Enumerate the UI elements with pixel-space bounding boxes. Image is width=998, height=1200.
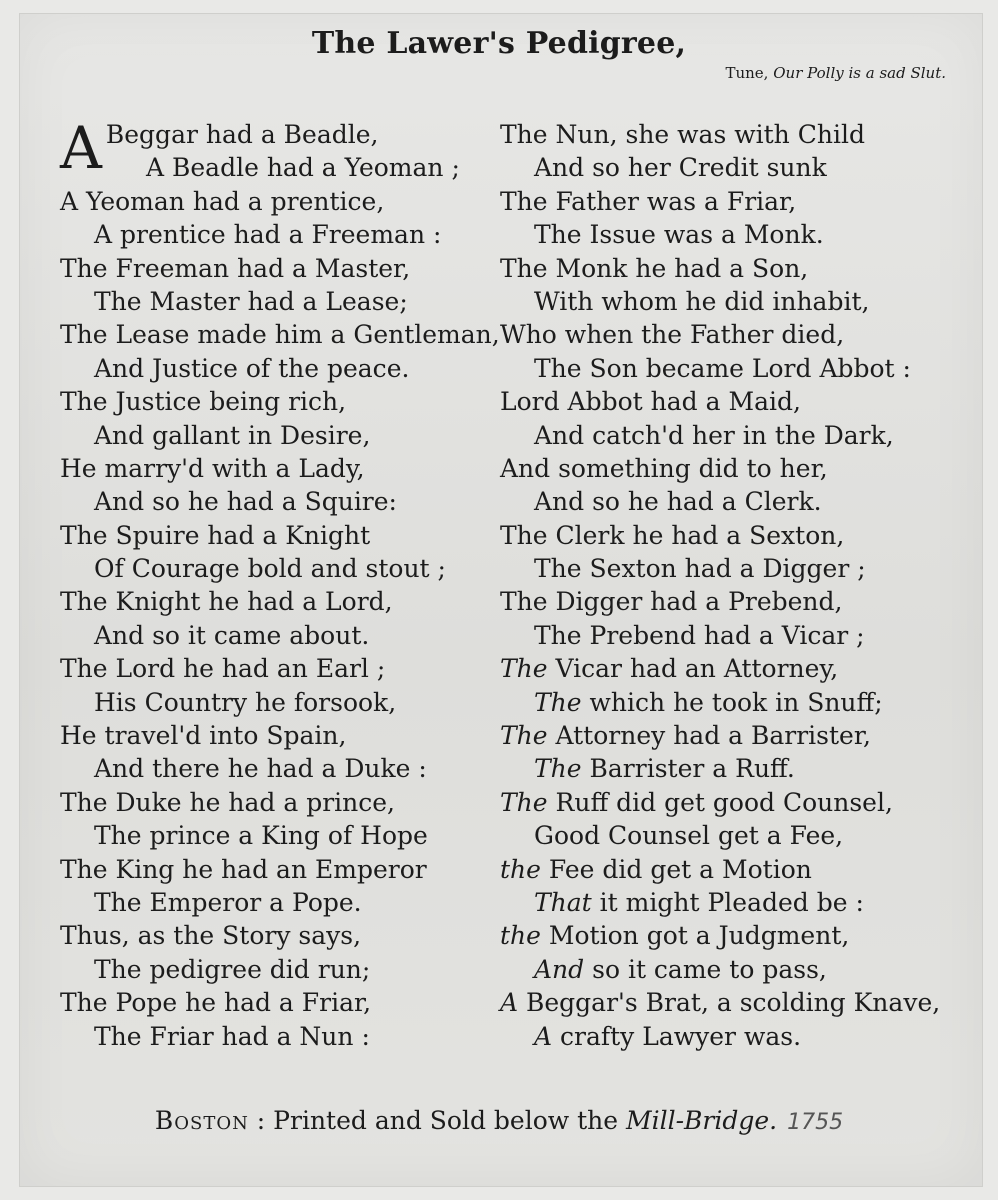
verse-line: Lord Abbot had a Maid, <box>500 387 801 417</box>
verse-line: The Monk he had a Son, <box>500 253 809 283</box>
verse-line: The Pope he had a Friar, <box>60 988 372 1018</box>
verse-text: Good Counsel get a Fee, <box>534 821 844 851</box>
left-verse-lines <box>60 151 500 1053</box>
right-column <box>500 118 970 1053</box>
verse-lead: The <box>500 787 548 817</box>
verse-line: The Lease made him a Gentleman, <box>60 320 500 350</box>
verse-line: And Justice of the peace. <box>94 353 410 383</box>
verse-line: The pedigree did run; <box>94 954 371 984</box>
verse-line: The Spuire had a Knight <box>60 520 371 550</box>
verse-lead: The <box>534 687 582 717</box>
verse-line: Who when the Father died, <box>500 320 845 350</box>
verse-line: And gallant in Desire, <box>94 420 371 450</box>
verse-line: The Duke he had a prince, <box>60 787 395 817</box>
verse-line: The Freeman had a Master, <box>60 253 411 283</box>
verse-line: The Master had a Lease; <box>94 286 408 316</box>
imprint-line <box>0 1106 998 1135</box>
verse-text: Beggar had a Beadle, <box>105 120 379 149</box>
verse-line: And so her Credit sunk <box>534 153 827 183</box>
verse-line: The Emperor a Pope. <box>94 887 362 917</box>
verse-line: The Prebend had a Vicar ; <box>534 620 865 650</box>
verse-line: The Sexton had a Digger ; <box>534 554 866 584</box>
imprint-text: : Printed and Sold below the <box>248 1106 626 1135</box>
verse-text: Ruff did get good Counsel, <box>547 787 893 817</box>
verse-line: And so he had a Clerk. <box>534 487 822 517</box>
tune-name: Our Polly is a sad Slut. <box>773 64 946 82</box>
verse-line: The Issue was a Monk. <box>534 220 824 250</box>
verse-line: And something did to her, <box>500 453 828 483</box>
verse-text: which he took in Snuff; <box>581 687 883 717</box>
verse-line: The Nun, she was with Child <box>500 120 865 149</box>
verse-line <box>500 986 970 1019</box>
verse-line: Of Courage bold and stout ; <box>94 554 446 584</box>
verse-text: it might Pleaded be : <box>591 887 864 917</box>
verse-line: The prince a King of Hope <box>94 821 428 851</box>
verse-line: A Beadle had a Yeoman ; <box>146 153 460 183</box>
verse-line: The Father was a Friar, <box>500 186 797 216</box>
verse-text: Attorney had a Barrister, <box>547 721 872 751</box>
verse-line: He marry'd with a Lady, <box>60 453 365 483</box>
verse-line: The King he had an Emperor <box>60 854 427 884</box>
tune-prefix: Tune, <box>725 64 769 82</box>
verse-text: Fee did get a Motion <box>540 854 812 884</box>
verse-lead: The <box>500 654 548 684</box>
verse-line <box>500 953 970 986</box>
tune-line <box>725 64 946 82</box>
verse-lead: the <box>500 854 541 884</box>
imprint-place: Mill-Bridge. <box>626 1106 778 1135</box>
verse-line: With whom he did inhabit, <box>534 286 870 316</box>
verse-text: Vicar had an Attorney, <box>547 654 839 684</box>
verse-line <box>500 719 970 752</box>
verse-line: The Lord he had an Earl ; <box>60 654 386 684</box>
verse-lead: That <box>534 887 592 917</box>
verse-line <box>500 686 970 719</box>
verse-text: crafty Lawyer was. <box>552 1021 802 1051</box>
verse-line: The Friar had a Nun : <box>94 1021 370 1051</box>
verse-line: A prentice had a Freeman : <box>94 220 442 250</box>
handwritten-year: 1755 <box>787 1110 844 1135</box>
verse-line <box>500 786 970 819</box>
drop-cap: A <box>60 114 102 182</box>
left-column <box>60 114 500 1053</box>
verse-line: The Justice being rich, <box>60 387 347 417</box>
verse-line <box>500 652 970 685</box>
verse-line <box>500 1020 970 1053</box>
verse-line: He travel'd into Spain, <box>60 721 347 751</box>
verse-line: His Country he forsook, <box>94 687 397 717</box>
verse-line: The Digger had a Prebend, <box>500 587 843 617</box>
verse-line: And so it came about. <box>94 620 370 650</box>
verse-line <box>500 853 970 886</box>
verse-text: Beggar's Brat, a scolding Knave, <box>518 988 941 1018</box>
verse-line: The Clerk he had a Sexton, <box>500 520 845 550</box>
verse-line: And so he had a Squire: <box>94 487 397 517</box>
verse-line: And there he had a Duke : <box>94 754 427 784</box>
verse-line: The Knight he had a Lord, <box>60 587 393 617</box>
verse-line <box>500 752 970 785</box>
verse-line <box>500 886 970 919</box>
verse-line: And catch'd her in the Dark, <box>534 420 894 450</box>
verse-lead: The <box>500 721 548 751</box>
verse-line <box>500 919 970 952</box>
verse-line: The Son became Lord Abbot : <box>534 353 911 383</box>
verse-lead: The <box>534 754 582 784</box>
verse-lead: A <box>534 1021 553 1051</box>
verse-text: so it came to pass, <box>584 954 827 984</box>
verse-lead: And <box>534 954 585 984</box>
verse-line: Thus, as the Story says, <box>60 921 362 951</box>
imprint-city: Boston <box>154 1106 249 1135</box>
verse-text: Motion got a Judgment, <box>540 921 850 951</box>
verse-line <box>500 819 970 852</box>
verse-line: A Yeoman had a prentice, <box>60 186 385 216</box>
page-title: The Lawer's Pedigree, <box>311 26 687 61</box>
verse-lead: A <box>500 988 519 1018</box>
verse-text: Barrister a Ruff. <box>581 754 795 784</box>
verse-lead: the <box>500 921 541 951</box>
